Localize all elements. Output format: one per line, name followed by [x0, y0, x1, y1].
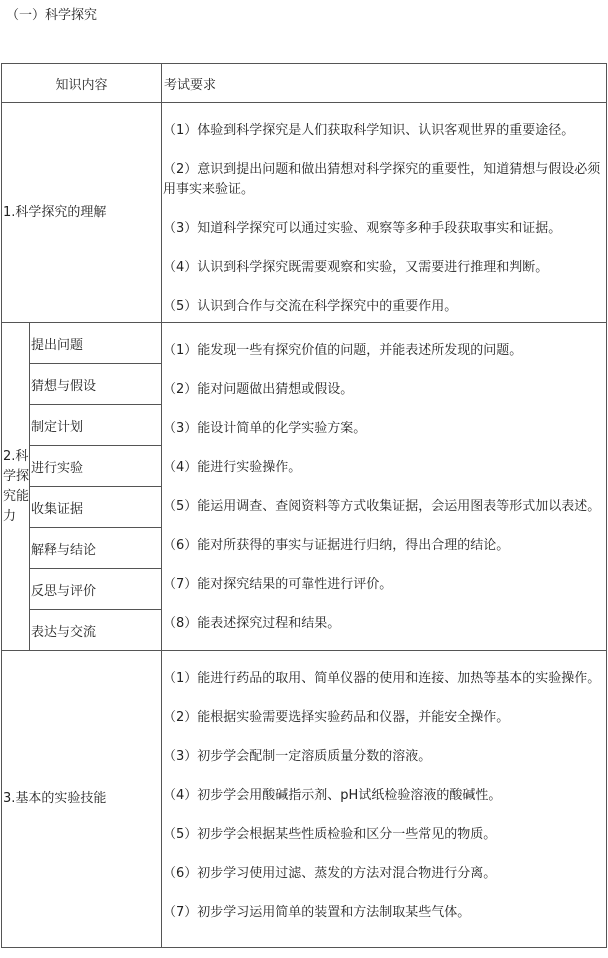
list-item: （1）体验到科学探究是人们获取科学知识、认识客观世界的重要途径。 [163, 123, 575, 138]
list-item: （4）初步学会用酸碱指示剂、pH试纸检验溶液的酸碱性。 [163, 788, 502, 803]
list-item: （6）初步学习使用过滤、蒸发的方法对混合物进行分离。 [163, 866, 497, 881]
list-item: （5）初步学会根据某些性质检验和区分一些常见的物质。 [163, 827, 497, 842]
section-2-items [162, 323, 607, 651]
subitem-label: 解释与结论 [30, 528, 162, 569]
subitem-label: 提出问题 [30, 323, 162, 364]
subitem-label: 进行实验 [30, 446, 162, 487]
list-item: （6）能对所获得的事实与证据进行归纳，得出合理的结论。 [163, 538, 510, 553]
table-header-row [2, 64, 607, 103]
list-item: （3）知道科学探究可以通过实验、观察等多种手段获取事实和证据。 [163, 221, 562, 236]
section-heading: （一）科学探究 [6, 8, 98, 23]
list-item: （8）能表述探究过程和结果。 [163, 616, 341, 631]
list-item: （4）能进行实验操作。 [163, 460, 302, 475]
section-2-row [2, 323, 607, 364]
list-item: （5）能运用调查、查阅资料等方式收集证据，会运用图表等形式加以表述。 [163, 499, 601, 514]
subitem-label: 猜想与假设 [30, 364, 162, 405]
list-item: （3）能设计简单的化学实验方案。 [163, 421, 367, 436]
section-1-row [2, 103, 607, 323]
exam-requirements-table [1, 63, 607, 948]
subitem-label: 反思与评价 [30, 569, 162, 610]
list-item: （7）能对探究结果的可靠性进行评价。 [163, 577, 393, 592]
header-knowledge: 知识内容 [2, 64, 162, 103]
list-item: （2）意识到提出问题和做出猜想对科学探究的重要性，知道猜想与假设必须用事实来验证。 [163, 162, 601, 197]
list-item: （1）能进行药品的取用、简单仪器的使用和连接、加热等基本的实验操作。 [163, 671, 601, 686]
subitem-label: 表达与交流 [30, 610, 162, 651]
list-item: （2）能对问题做出猜想或假设。 [163, 382, 354, 397]
section-3-label: 3.基本的实验技能 [2, 651, 162, 948]
section-1-items [162, 103, 607, 323]
section-3-items [162, 651, 607, 948]
list-item: （3）初步学会配制一定溶质质量分数的溶液。 [163, 749, 432, 764]
list-item: （5）认识到合作与交流在科学探究中的重要作用。 [163, 299, 458, 314]
subitem-label: 制定计划 [30, 405, 162, 446]
section-1-label: 1.科学探究的理解 [2, 103, 162, 323]
section-3-row [2, 651, 607, 948]
section-2-label: 2.科学探究能力 [2, 323, 30, 651]
list-item: （2）能根据实验需要选择实验药品和仪器，并能安全操作。 [163, 710, 510, 725]
list-item: （1）能发现一些有探究价值的问题，并能表述所发现的问题。 [163, 343, 523, 358]
subitem-label: 收集证据 [30, 487, 162, 528]
header-requirement: 考试要求 [162, 64, 607, 103]
list-item: （7）初步学习运用简单的装置和方法制取某些气体。 [163, 905, 471, 920]
list-item: （4）认识到科学探究既需要观察和实验，又需要进行推理和判断。 [163, 260, 549, 275]
